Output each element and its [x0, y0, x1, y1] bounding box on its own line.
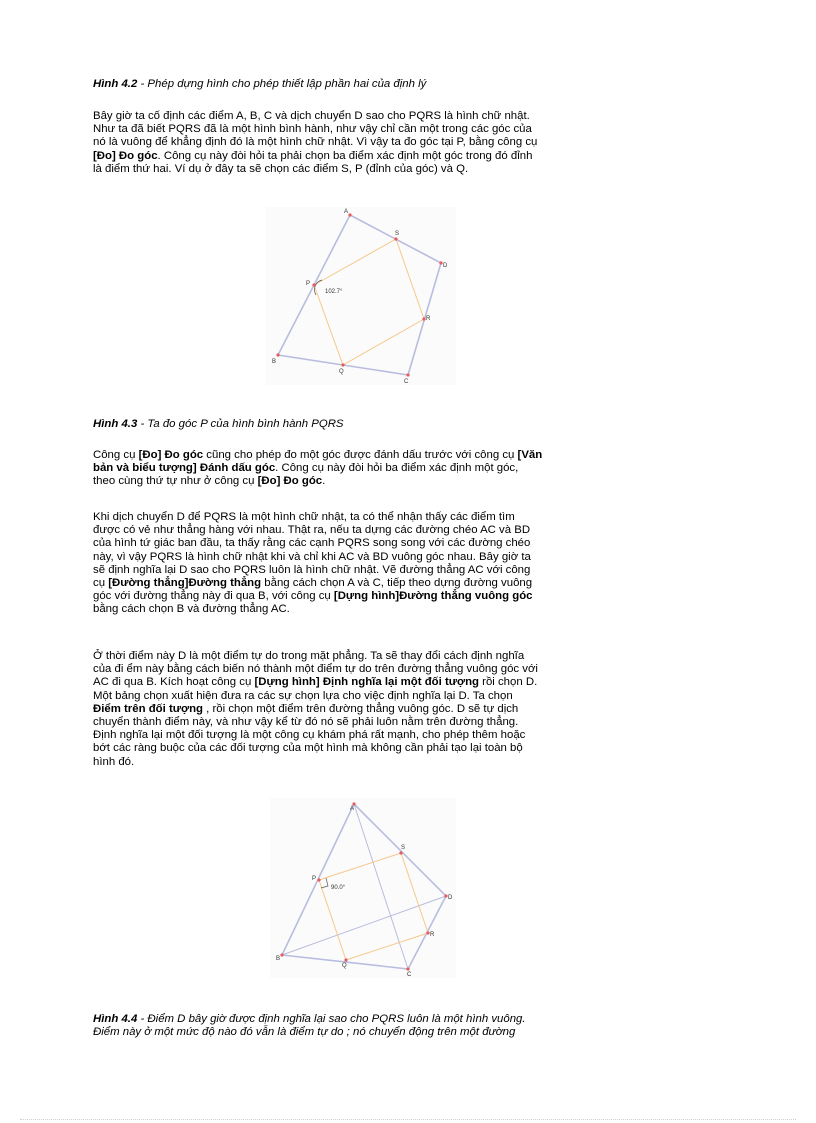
caption-text: - Ta đo góc P của hình bình hành PQRS [137, 418, 344, 430]
paragraph-text: Công cụ [93, 449, 139, 461]
point-p [312, 283, 315, 286]
caption-figure-4-4 [93, 1013, 638, 1039]
label-r: R [430, 932, 435, 938]
tool-name: bản và biểu tượng] Đánh dấu góc [93, 462, 276, 475]
angle-measure-label: 90.0° [331, 885, 346, 891]
paragraph-line: Như ta đã biết PQRS đã là một hình bình hành, như vậy chỉ cần một trong các góc của [93, 123, 532, 136]
label-a: A [344, 209, 349, 215]
rectangle-diagram [270, 798, 456, 978]
point-c [406, 967, 409, 970]
point-s [394, 237, 397, 240]
paragraph-text: góc với đường thẳng này đi qua B, với công cụ [93, 590, 334, 603]
paragraph-line: Một bảng chọn xuất hiện đưa ra các sự chọn lựa cho việc định nghĩa lại D. Ta chọn [93, 689, 513, 702]
label-a: A [350, 806, 355, 812]
point-q [344, 958, 347, 961]
label-b: B [272, 359, 277, 365]
point-b [280, 953, 283, 956]
paragraph-text: , rồi chọn một điểm trên đường thẳng vuông góc. D sẽ tự dịch [203, 702, 519, 715]
paragraph-4 [93, 650, 638, 769]
paragraph-line: bớt các ràng buộc của các đối tượng của một hình mà không cần phải tạo lại toàn bộ [93, 742, 523, 755]
paragraph-line: được có vẻ như thẳng hàng với nhau. Thật ra, nếu ta dựng các đường chéo AC và BD [93, 524, 531, 537]
point-q [341, 363, 344, 366]
label-c: C [404, 379, 409, 385]
caption-line: Điểm này ở một mức độ nào đó vẫn là điểm tự do ; nó chuyển động trên một đường [93, 1026, 516, 1039]
paragraph-text: rồi chọn D. [479, 676, 538, 689]
label-q: Q [342, 963, 347, 969]
label-d: D [448, 895, 453, 901]
tool-name: [Dựng hình]Đường thẳng vuông góc [333, 590, 533, 603]
parallelogram-diagram [266, 207, 456, 385]
paragraph-text: . Công cụ này đòi hỏi ta phải chọn ba điểm xác định một góc trong đó đỉnh [157, 149, 533, 162]
paragraph-text: . Công cụ này đòi hỏi ba điểm xác định một góc, [275, 462, 519, 475]
label-p: P [312, 876, 317, 882]
label-s: S [395, 231, 400, 237]
tool-name: Điểm trên đối tượng [93, 702, 204, 715]
label-q: Q [339, 369, 344, 375]
caption-label: Hình 4.4 [93, 1013, 138, 1025]
label-d: D [443, 263, 448, 269]
label-c: C [407, 972, 412, 978]
figure-4-3-diagram [266, 207, 456, 385]
tool-name: [Đo] Đo góc [138, 449, 204, 461]
label-p: P [306, 281, 311, 287]
label-b: B [276, 956, 281, 962]
tool-name: [Đo] Đo góc [93, 149, 158, 162]
caption-label: Hình 4.2 [93, 78, 138, 90]
point-b [276, 353, 279, 356]
tool-name: [Đường thẳng]Đường thẳng [108, 577, 262, 590]
paragraph-line [93, 703, 638, 716]
label-s: S [401, 845, 406, 851]
paragraph-line: chuyển thành điểm này, và như vậy kể từ đó nó sẽ phải luôn nằm trên đường thẳng. [93, 716, 519, 729]
paragraph-line [93, 676, 638, 689]
caption-figure-4-2 [93, 78, 638, 91]
tool-name: [Dựng hình] Định nghĩa lại một đối tượng [254, 676, 479, 689]
tool-name: [Đo] Đo góc [257, 475, 323, 488]
label-r: R [426, 316, 431, 322]
caption-text: - Điểm D bây giờ được định nghĩa lại sao cho PQRS luôn là một hình vuông. [137, 1013, 526, 1025]
paragraph-line [93, 150, 638, 163]
paragraph-line: Bây giờ ta cố định các điểm A, B, C và dịch chuyển D sao cho PQRS là hình chữ nhật. [93, 110, 530, 122]
point-s [399, 851, 402, 854]
figure-4-4-diagram [270, 798, 456, 978]
point-p [317, 878, 320, 881]
paragraph-line: bằng cách chọn B và đường thẳng AC. [93, 603, 290, 616]
paragraph-line: Định nghĩa lại một đối tượng là một công cụ khám phá rất mạnh, cho phép thêm hoặc [93, 729, 526, 742]
tool-name: [Văn [517, 449, 543, 461]
paragraph-1 [93, 110, 638, 176]
paragraph-line: của đi ểm này bằng cách biến nó thành một điểm tự do trên đường thẳng vuông góc với [93, 663, 538, 676]
paragraph-line: sẽ định nghĩa lại D sao cho PQRS luôn là hình chữ nhật. Vẽ đường thẳng AC với công [93, 563, 531, 576]
paragraph-text: AC đi qua B. Kích hoạt công cụ [93, 676, 255, 689]
paragraph-line: này, vì vậy PQRS là hình chữ nhật khi và chỉ khi AC và BD vuông góc nhau. Bây giờ ta [93, 550, 531, 563]
paragraph-text: theo cùng thứ tự như ở công cụ [93, 475, 258, 488]
point-c [406, 373, 409, 376]
paragraph-text: bằng cách chọn A và C, tiếp theo dựng đường vuông [261, 577, 533, 590]
paragraph-text: . [322, 475, 326, 488]
paragraph-line [93, 475, 638, 488]
paragraph-line [93, 449, 638, 462]
paragraph-line: là điểm thứ hai. Ví dụ ở đây ta sẽ chọn các điểm S, P (đỉnh của góc) và Q. [93, 162, 469, 175]
angle-measure-label: 102.7° [325, 289, 343, 295]
paragraph-line [93, 577, 638, 590]
paragraph-3 [93, 511, 638, 617]
paragraph-line: hình đó. [93, 755, 135, 768]
caption-figure-4-3 [93, 418, 638, 431]
paragraph-line: của hình tứ giác ban đầu, ta thấy rằng các cạnh PQRS song song với các đường chéo [93, 537, 531, 550]
page-bottom-divider [20, 1119, 796, 1120]
paragraph-line [93, 590, 638, 603]
paragraph-line [93, 462, 638, 475]
caption-text: - Phép dựng hình cho phép thiết lập phần hai của định lý [137, 78, 427, 90]
caption-label: Hình 4.3 [93, 418, 138, 430]
paragraph-2 [93, 449, 638, 489]
paragraph-line: Khi dịch chuyển D để PQRS là một hình chữ nhật, ta có thể nhận thấy các điểm tìm [93, 511, 515, 523]
figure-background [270, 798, 456, 978]
paragraph-text: cụ [93, 577, 109, 590]
paragraph-text: cũng cho phép đo một góc được đánh dấu trước với công cụ [203, 449, 518, 461]
paragraph-line: Ở thời điểm này D là một điểm tự do trong mặt phẳng. Ta sẽ thay đổi cách định nghĩa [93, 650, 525, 662]
caption-line [93, 1013, 638, 1026]
paragraph-line: nó là vuông để khẳng định đó là một hình chữ nhật. Vì vậy ta đo góc tại P, bằng công cụ [93, 136, 538, 149]
point-a [348, 213, 351, 216]
